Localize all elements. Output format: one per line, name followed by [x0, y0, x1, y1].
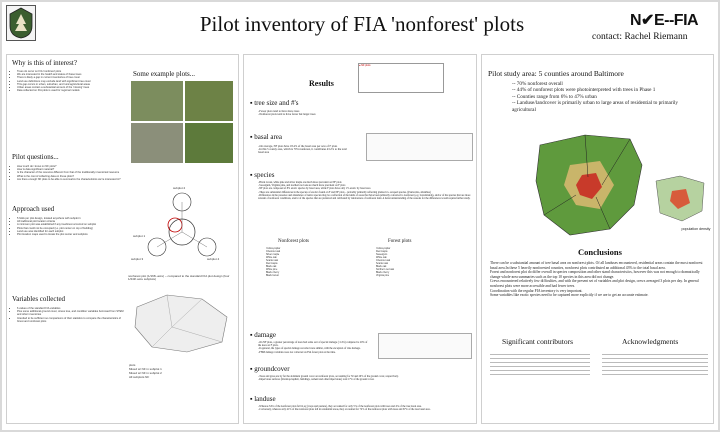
list-item: • What is the cost of collecting data on these plots?	[17, 175, 127, 178]
section-species: ▪ species	[250, 171, 275, 179]
list-item: • All traditional plot location criteria	[17, 220, 127, 223]
list-item: • Is the character of the resource different from that of the traditionally inventoried resource	[17, 171, 127, 174]
table-row: Scarlet oak	[376, 262, 388, 265]
section-tree-size: ▪ tree size and #'s	[250, 99, 299, 107]
population-density-map	[652, 173, 708, 225]
subplot-label: subplot 3	[131, 257, 144, 261]
section-text	[258, 375, 472, 381]
list-item: • How much do I know on NF plots?	[17, 165, 127, 168]
section-basal-area: ▪ basal area	[250, 133, 283, 141]
conclusions-text	[490, 261, 710, 298]
example-photo-3	[131, 123, 183, 163]
section-heading: damage	[254, 331, 276, 339]
questions-list	[17, 165, 127, 181]
section-text	[258, 110, 338, 116]
list-item: • 5 folds per plot design, located anywhere with subplot 1	[17, 217, 127, 220]
list-item: -- Counties range from 6% to 47% urban	[512, 93, 597, 100]
contributors-title: Significant contributors	[502, 337, 574, 346]
list-item: • Land use definitions may exclude land with significant tree cover	[17, 80, 132, 83]
section-line: –On NF plots, a greater percentage of trees had some sort of special damage (~14%) compared to 20% of the trees on F plots.	[258, 341, 368, 348]
section-line: –In this 5 county area, which is 70% nonforest, it contributes 43.2% to the total basal area	[258, 148, 347, 155]
questions-title: Pilot questions...	[12, 153, 59, 161]
acknowledgments-title: Acknowledgments	[622, 337, 679, 346]
plot-caption: nonforest plot (1/168.-acre) – compared to the standard FIA plot design (four 1/24th acre subplots)	[128, 274, 230, 282]
section-heading: groundcover	[254, 365, 290, 373]
table-row: Black oak	[266, 265, 277, 268]
shield-icon	[7, 6, 35, 40]
section-line: –Trees and grass are by far the dominant ground cover on nonforest plots, accounting for 50 and 20% of the ground cover, respectively.	[258, 375, 399, 378]
plot-design-diagram	[127, 177, 237, 277]
conclusion-item: Coordination with the regular FIA inventory is very important.	[490, 288, 583, 293]
section-line: –Sweetgum, Virginia pine, and northern red oak are much more prevalent on F plots	[258, 184, 346, 188]
poster-header	[2, 2, 718, 50]
f-species-table	[376, 247, 456, 277]
example-title: Some example plots...	[133, 70, 196, 78]
legend-item: ● NF plots	[359, 64, 371, 67]
section-line: –Fewer plots tend to have more trees	[258, 110, 300, 113]
list-item: • Are there enough NF plots to be able to summarize the characteristics we're interested in?	[17, 178, 127, 181]
conclusion-item: There can be a substantial amount of tree basal area on nonforest plots. Of all landuses encountered, residential areas contain the most nonforest basal area.In these 5 heavily nonforested counties, nonforest plots contributed an additional 43% to the total basal area.	[490, 261, 703, 270]
variables-list	[17, 307, 127, 323]
list-item: • Intended to be sufficient so comparisons of their statistics to compare the characteristics of forest and nonforest plots	[17, 317, 127, 323]
list-item: • 6 values of the standard FIA variables	[17, 307, 127, 310]
section-text	[258, 181, 472, 200]
right-column	[481, 54, 714, 424]
density-label: population density	[681, 227, 711, 231]
list-item: -- Landuse/landcover is primarily urban to large areas of residential to primarily agricultural	[512, 100, 678, 113]
section-text	[258, 341, 368, 354]
table-row: Black locust	[266, 274, 279, 277]
conclusion-item: Crews encountered relatively few difficulties, and with the present set of variables and plot design, crews averaged 3 plots per day. In general nonforest plots were more accessible and had fewer trees.	[490, 279, 699, 288]
section-heading: tree size and #'s	[254, 99, 299, 107]
table-row: Northern red oak	[376, 268, 394, 271]
table-row: Sweetgum	[376, 253, 388, 256]
list-item: • Data collected on FIA plots is used for regional models	[17, 89, 132, 92]
section-line: –Differences in the presence and abundance of native species may be a reflection of the kinds of areas that have been primarily converted to nonforest (e.g. bottomlands), and/or of the species that are more tolerant of nonforest conditions, and/or of the species that are preferred and cultivated by landowners of nonforest land. A better understanding of the reasons for the differences would require further study.	[258, 193, 471, 201]
legend-item: plots	[129, 363, 136, 367]
conclusions-title: Conclusions	[578, 247, 622, 257]
nf-species-table	[266, 247, 346, 277]
list-item: • We are interested in the health and status of these trees	[17, 73, 132, 76]
section-line: –NF plots are composed of 8% exotic species by basal area, while F plots have only 1% exotic by basal area	[258, 187, 371, 191]
page-title: Pilot inventory of FIA 'nonforest' plots	[199, 12, 525, 36]
f-table-title: Forest plots	[388, 239, 412, 244]
why-title: Why is this of interest?	[12, 59, 77, 67]
results-title: Results	[309, 79, 334, 88]
subplot-label: subplot 1	[133, 234, 146, 238]
table-row: Yellow-poplar	[376, 247, 391, 250]
list-item: • Trees do occur on FIA 'nonforest' plots	[17, 70, 132, 73]
list-item: -- 70% nonforest overall	[512, 81, 563, 87]
table-row: Black oak	[376, 265, 387, 268]
table-row: Scarlet oak	[266, 259, 278, 262]
study-list	[512, 81, 702, 113]
legend-item: Mixed w/ NF in subplot 1	[129, 367, 162, 371]
conclusion-item: Some variables like exotic species need to be captured more explicitly if we are to get an accurate estimate.	[490, 293, 649, 298]
map-legend	[129, 363, 162, 379]
left-column	[6, 54, 239, 424]
section-line: –FHM damage variables were not collected on FIA forest plots at the time.	[258, 350, 336, 354]
subplot-label: subplot 4	[207, 257, 220, 261]
basal-area-table	[366, 133, 473, 161]
section-line: –On average, NF plots have 18.4% of the basal area per acre of F plots	[258, 145, 338, 148]
list-item: -- 44% of nonforest plots were photointerpreted with trees in Phase 1	[512, 87, 656, 94]
list-item: • Urban areas contain a substantial amount of the 'missing' trees	[17, 86, 132, 89]
forest-service-logo	[6, 5, 36, 41]
list-item: • Land use was identified for each subplot	[17, 230, 127, 233]
brand-logo: N✔E--FIA	[630, 12, 699, 29]
table-row: White pine	[266, 268, 278, 271]
list-item: • Plots that could not be occupied (i.e. plot center on top of building)	[17, 227, 127, 230]
legend-item: Mixed w/ NF in subplot 2	[129, 371, 162, 375]
table-row: Red maple	[266, 262, 278, 265]
approach-list	[17, 217, 127, 236]
list-item: • This gap occurs in urban, suburban, and rural agricultural areas	[17, 83, 132, 86]
table-row: Virginia pine	[376, 274, 390, 277]
results-column	[243, 54, 477, 424]
section-heading: landuse	[254, 395, 276, 403]
nf-table-title: Nonforest plots	[278, 239, 309, 244]
contact-line: contact: Rachel Riemann	[592, 32, 688, 42]
section-line: –Whereas 34% of the nonforest plots fall in ag (crops and pasture), they accounted for only 5% of the nonforest plots with trees and 4% of the tree basal area.	[258, 405, 422, 408]
section-landuse: ▪ landuse	[250, 395, 276, 403]
section-text	[258, 145, 348, 155]
table-row: White oak	[376, 256, 387, 259]
why-list	[17, 70, 132, 92]
section-line: –Impervious surfaces (blacktop/asphalt, buildings, cement and other impervious) total 17% of the ground cover.	[258, 378, 375, 382]
table-row: Yellow-poplar	[266, 247, 281, 250]
list-item: • How is data significant material?	[17, 168, 127, 171]
contributors-text	[490, 351, 590, 387]
damage-table	[378, 333, 472, 359]
table-row: Black cherry	[266, 271, 280, 274]
section-line: –There are substantial differences in the species of exotics found on F and NF plots – probably primarily reflecting planted vs. escaped species. (Paulownia, ailanthus)	[258, 190, 431, 194]
table-row: Red maple	[376, 250, 388, 253]
section-heading: species	[254, 171, 275, 179]
section-groundcover: ▪ groundcover	[250, 365, 290, 373]
subplot-label: subplot 2	[173, 186, 186, 190]
variables-title: Variables collected	[12, 295, 66, 303]
table-row: Chestnut oak	[266, 250, 281, 253]
section-text	[258, 405, 472, 411]
legend-item: All subplots NF	[129, 375, 150, 379]
list-item: • Plot location maps used to locate the plot center and subplots	[17, 233, 127, 236]
example-photo-1	[131, 81, 183, 121]
study-area-map	[530, 125, 650, 245]
section-line: –Black locust, white pine and silver maple are much more prevalent on NF plots	[258, 181, 342, 184]
conclusion-item: Forest and nonforest plot do differ overall in species composition and other stand characteristics, however this was not enough to dramatically change whole-area summaries such as the top 10 species in this area did not change.	[490, 270, 700, 279]
study-title: Pilot study area: 5 counties around Baltimore	[488, 69, 624, 78]
results-legend-box	[358, 63, 444, 93]
approach-title: Approach used	[12, 205, 55, 213]
acknowledgments-text	[602, 351, 708, 387]
table-row: Black cherry	[376, 271, 390, 274]
section-line: –In general, the types of special damage recorded were similar, with the exception of vine damage.	[258, 347, 361, 351]
section-heading: basal area	[254, 133, 283, 141]
table-row: White oak	[266, 256, 277, 259]
section-damage: ▪ damage	[250, 331, 276, 339]
plot-location-map	[127, 287, 237, 357]
list-item: • Plus some additional ground cover, stress tree, and condition variables borrowed from STEM and other inventories	[17, 310, 127, 316]
section-line: –Conversely, whereas only 41% of the nonforest plots fell in residential areas, they accounted for 72% of the nonforest plots with trees and 67% of the tree basal area.	[258, 408, 431, 412]
example-photo-4	[185, 123, 233, 163]
table-row: Silver maple	[266, 253, 280, 256]
section-line: –Nonforest plots tend to have fewer but larger trees	[258, 113, 316, 117]
nonforest-plot-circle	[168, 218, 182, 232]
example-photo-2	[185, 81, 233, 121]
list-item: • There is likely a gap in current inventories of tree cover	[17, 76, 132, 79]
table-row: Chestnut oak	[376, 259, 391, 262]
poster	[2, 2, 718, 430]
list-item: • A minimum plot was established if any treeforest occurred on subplot	[17, 223, 127, 226]
